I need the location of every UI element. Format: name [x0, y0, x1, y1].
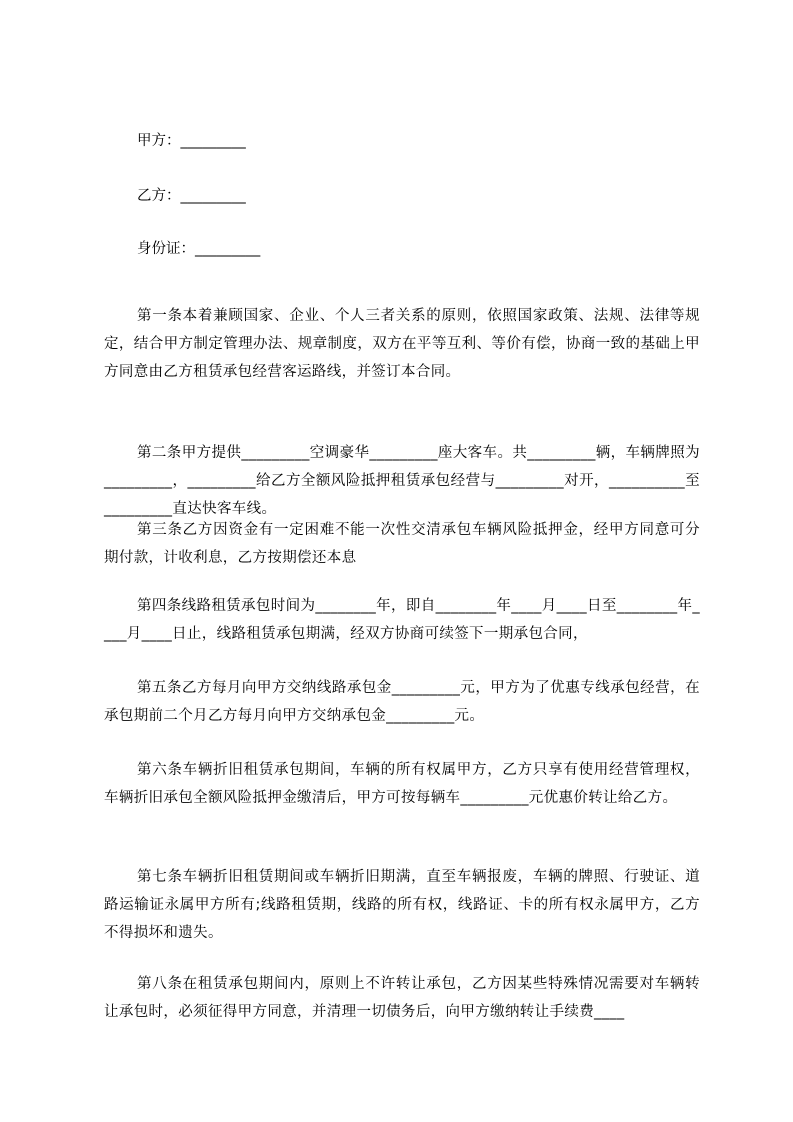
article-2: 第二条甲方提供_________空调豪华_________座大客车。共_________辆，车辆牌照为_________，_________给乙方全额风险抵押租赁承包经营与_________对开，__________至_________直达快客车线。 [104, 444, 700, 517]
party-a-field: 甲方：_________ [137, 133, 246, 149]
article-3: 第三条乙方因资金有一定困难不能一次性交清承包车辆风险抵押金，经甲方同意可分期付款，计收利息，乙方按期偿还本息 [104, 521, 700, 566]
party-b-field: 乙方：_________ [137, 188, 246, 204]
article-7: 第七条车辆折旧租赁期间或车辆折旧期满，直至车辆报废，车辆的牌照、行驶证、道路运输证永属甲方所有;线路租赁期，线路的所有权，线路证、卡的所有权永属甲方，乙方不得损坏和遗失。 [104, 868, 700, 941]
article-4: 第四条线路租赁承包时间为________年，即自________年____月____日至________年____月____日止，线路租赁承包期满，经双方协商可续签下一期承包合同， [104, 597, 700, 642]
id-card-field: 身份证：_________ [137, 241, 261, 257]
article-1: 第一条本着兼顾国家、企业、个人三者关系的原则，依照国家政策、法规、法律等规定，结合甲方制定管理办法、规章制度，双方在平等互利、等价有偿，协商一致的基础上甲方同意由乙方租赁承包经营客运路线，并签订本合同。 [104, 307, 700, 380]
article-6: 第六条车辆折旧租赁承包期间，车辆的所有权属甲方，乙方只享有使用经营管理权，车辆折旧承包全额风险抵押金缴清后，甲方可按每辆车_________元优惠价转让给乙方。 [104, 761, 700, 806]
article-8: 第八条在租赁承包期间内，原则上不许转让承包，乙方因某些特殊情况需要对车辆转让承包时，必须征得甲方同意，并清理一切债务后，向甲方缴纳转让手续费____ [104, 975, 700, 1020]
article-5: 第五条乙方每月向甲方交纳线路承包金_________元，甲方为了优惠专线承包经营，在承包期前二个月乙方每月向甲方交纳承包金_________元。 [104, 679, 700, 724]
